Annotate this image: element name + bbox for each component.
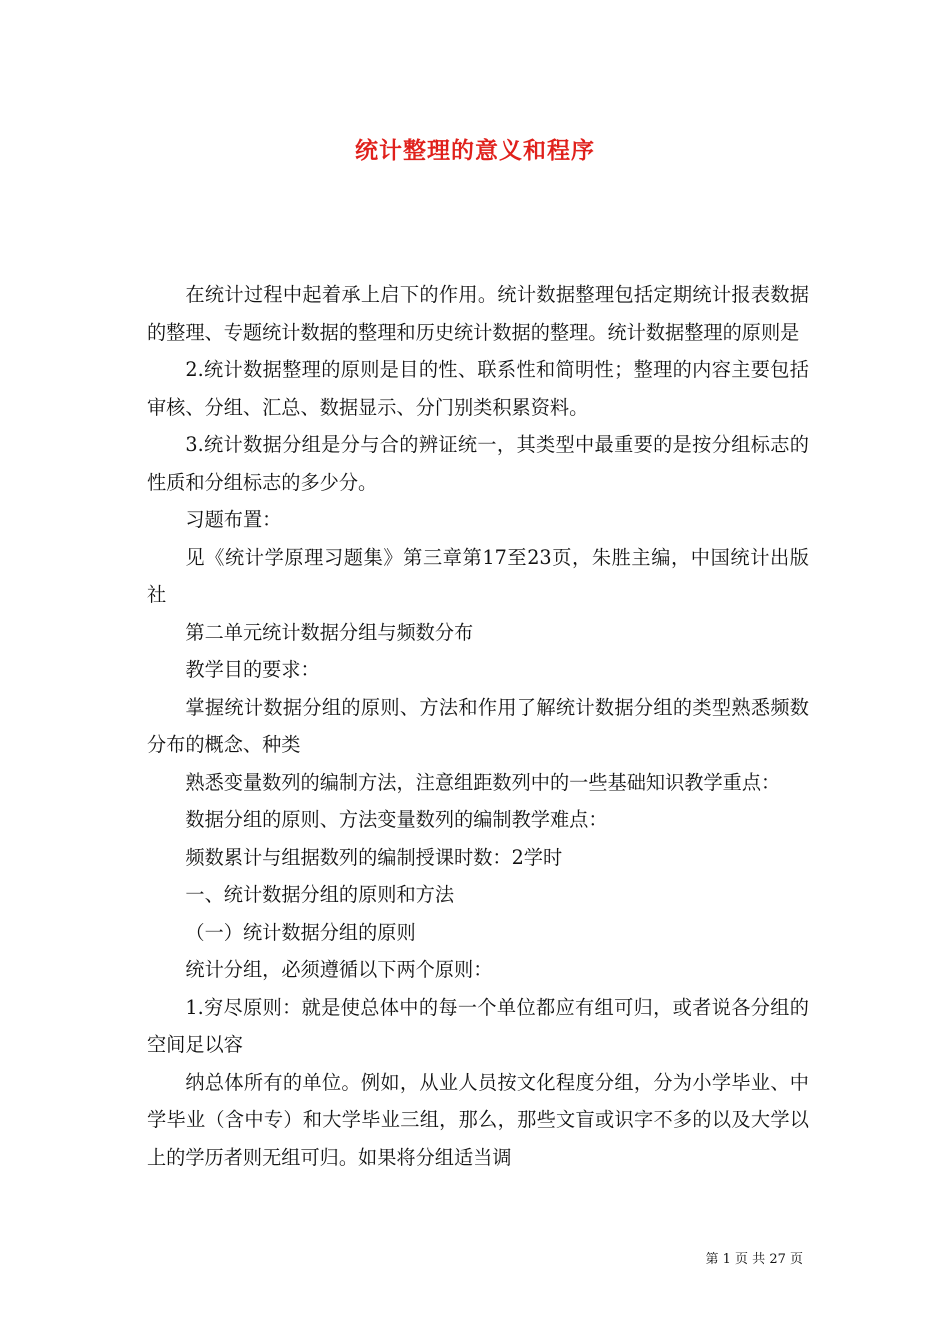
- page-footer: 第 1 页 共 27 页: [705, 1252, 803, 1267]
- paragraph: 教学目的要求：: [185, 658, 320, 681]
- paragraph: （一）统计数据分组的原则: [185, 920, 416, 944]
- paragraph: 熟悉变量数列的编制方法，注意组距数列中的一些基础知识教学重点：: [185, 770, 781, 794]
- document-body: [147, 276, 809, 1176]
- document-title: 统计整理的意义和程序: [355, 137, 595, 164]
- paragraph: 1.穷尽原则：就是使总体中的每一个单位都应有组可归，或者说各分组的空间足以容: [147, 995, 809, 1056]
- paragraph: 掌握统计数据分组的原则、方法和作用了解统计数据分组的类型熟悉频数分布的概念、种类: [147, 695, 809, 756]
- paragraph: 一、统计数据分组的原则和方法: [185, 883, 455, 906]
- paragraph: 3.统计数据分组是分与合的辨证统一，其类型中最重要的是按分组标志的性质和分组标志的多少分。: [147, 433, 809, 494]
- paragraph: 纳总体所有的单位。例如，从业人员按文化程度分组，分为小学毕业、中学毕业（含中专）和大学毕业三组，那么，那些文盲或识字不多的以及大学以上的学历者则无组可归。如果将分组适当调: [147, 1070, 809, 1169]
- paragraph: 第二单元统计数据分组与频数分布: [185, 620, 474, 644]
- paragraph: 2.统计数据整理的原则是目的性、联系性和简明性；整理的内容主要包括审核、分组、汇总、数据显示、分门别类积累资料。: [147, 358, 809, 419]
- paragraph: 习题布置：: [185, 508, 282, 531]
- paragraph: 频数累计与组据数列的编制授课时数：2学时: [185, 845, 563, 869]
- paragraph: 统计分组，必须遵循以下两个原则：: [185, 958, 493, 981]
- paragraph: 在统计过程中起着承上启下的作用。统计数据整理包括定期统计报表数据的整理、专题统计数据的整理和历史统计数据的整理。统计数据整理的原则是: [147, 283, 809, 344]
- paragraph: 见《统计学原理习题集》第三章第17至23页，朱胜主编，中国统计出版社: [147, 545, 809, 606]
- paragraph: 数据分组的原则、方法变量数列的编制教学难点：: [185, 808, 608, 831]
